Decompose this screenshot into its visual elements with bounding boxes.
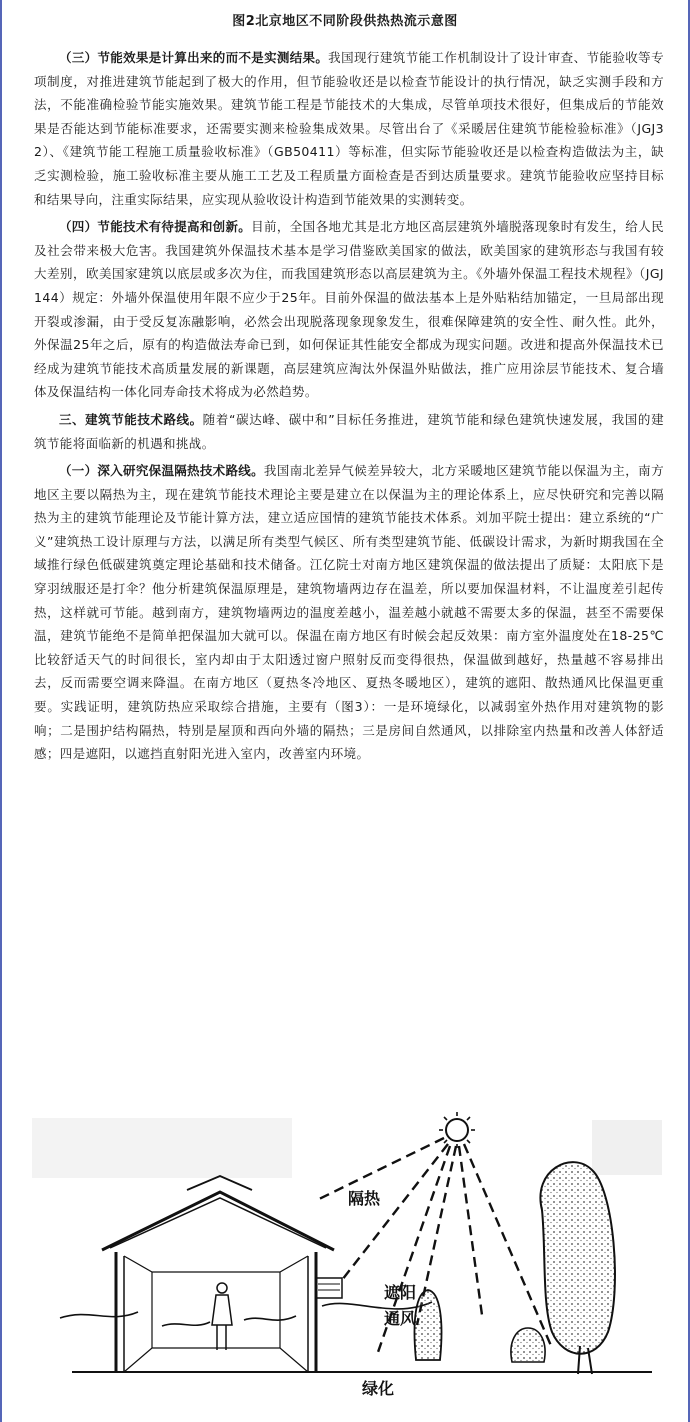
label-greening: 绿化 [362,1379,395,1398]
paragraph-lead: （一）深入研究保温隔热技术路线。 [59,463,264,479]
scan-residue [592,1120,662,1175]
label-ventilation: 通风 [384,1309,417,1328]
sun-icon [439,1112,475,1148]
bush-icon [415,1290,546,1362]
paragraph-text: 目前，全国各地尤其是北方地区高层建筑外墙脱落现象时有发生，给人民及社会带来极大危害。我国建筑外保温技术基本是学习借鉴欧美国家的做法，欧美国家的建筑形态与我国有较大差别，欧美国家建筑以底层或多次为住，而我国建筑形态以高层建筑为主。《外墙外保温工程技术规程》（JGJ144）规定：外墙外保温使用年限不应少于25年。目前外保温的做法基本上是外贴粘结加锚定，一旦局部出现开裂或渗漏，由于受反复冻融影响，必然会出现脱落现象现象发生，很难保障建筑的安全性、耐久性。此外，外保温25年之后，原有的构造做法寿命已到，如何保证其性能安全都成为现实问题。改进和提高外保温技术已经成为建筑节能技术高质量发展的新课题，高层建筑应淘汰外保温外贴做法，推广应用涂层节能技术、复合墙体及保温结构一体化同寿命技术将成为必然趋势。 [34,219,664,400]
paragraph-insulation-research [34,459,664,766]
heat-protection-figure [12,1110,678,1410]
paragraph-text: 我国南北差异气候差异较大，北方采暖地区建筑节能以保温为主，南方地区主要以隔热为主，现在建筑节能技术理论主要是建立在以保温为主的理论体系上，应尽快研究和完善以隔热为主的建筑节能理论及节能计算方法，建立适应国情的建筑节能技术体系。刘加平院士提出：建立系统的“广义”建筑热工设计原理与方法，以满足所有类型气候区、所有类型建筑节能、低碳设计需求，为新时期我国在全域推行绿色低碳建筑奠定理论基础和技术储备。江亿院士对南方地区建筑保温的做法提出了质疑：太阳底下是穿羽绒服还是打伞？他分析建筑保温原理是，建筑物墙两边存在温差，所以要加保温材料，不让温度差引起传热，这样就可节能。越到南方，建筑物墙两边的温度差越小，温差越小就越不需要太多的保温，甚至不需要保温，建筑节能绝不是简单把保温加大就可以。保温在南方地区有时候会起反效果：南方室外温度处在18-25℃比较舒适天气的时间很长，室内却由于太阳透过窗户照射反而变得很热，保温做到越好，热量越不容易排出去，反而需要空调来降温。在南方地区（夏热冬冷地区、夏热冬暖地区），建筑的遮阳、散热通风比保温更重要。实践证明，建筑防热应采取综合措施，主要有（图3）：一是环境绿化，以减弱室外热作用对建筑物的影响；二是围护结构隔热，特别是屋顶和西向外墙的隔热；三是房间自然通风，以排除室内热量和改善人体舒适感；四是遮阳，以遮挡直射阳光进入室内，改善室内环境。 [34,463,664,762]
paragraph-lead: 三、建筑节能技术路线。 [59,411,203,427]
paragraph-text: 我国现行建筑节能工作机制设计了设计审查、节能验收等专项制度，对推进建筑节能起到了极大的作用，但节能验收还是以检查节能设计的执行情况，缺乏实测手段和方法，不能准确检验节能实施效果。建筑节能工程是节能技术的大集成，尽管单项技术很好，但集成后的节能效果是否能达到节能标准要求，还需要实测来检验集成效果。尽管出台了《采暖居住建筑节能检验标准》（JGJ32）、《建筑节能工程施工质量验收标准》（GB50411）等标准，但实际节能验收还是以检查构造做法为主，缺乏实测检验，施工验收标准主要从施工工艺及工程质量方面检查是否到达质量要求。建筑节能验收应坚持目标和结果导向，注重实际结果，应实现从验收设计构造到节能效果的实测转变。 [34,50,664,207]
paragraph-energy-results [34,46,664,211]
person-icon [212,1283,232,1350]
article-body [34,46,664,766]
heat-protection-illustration [12,1110,678,1410]
paragraph-lead: （四）节能技术有待提高和创新。 [59,219,252,235]
paragraph-tech-innovation [34,215,664,404]
tree-icon [540,1162,615,1374]
label-shading: 遮阳 [384,1283,417,1302]
paragraph-text: 随着“碳达峰、碳中和”目标任务推进，建筑节能和绿色建筑快速发展，我国的建筑节能将面临新的机遇和挑战。 [34,411,664,451]
label-insulation: 隔热 [348,1189,381,1208]
figure-caption: 图2北京地区不同阶段供热热流示意图 [232,14,458,29]
paragraph-tech-route [34,408,664,455]
paragraph-lead: （三）节能效果是计算出来的而不是实测结果。 [59,50,329,65]
scan-residue [32,1118,292,1178]
